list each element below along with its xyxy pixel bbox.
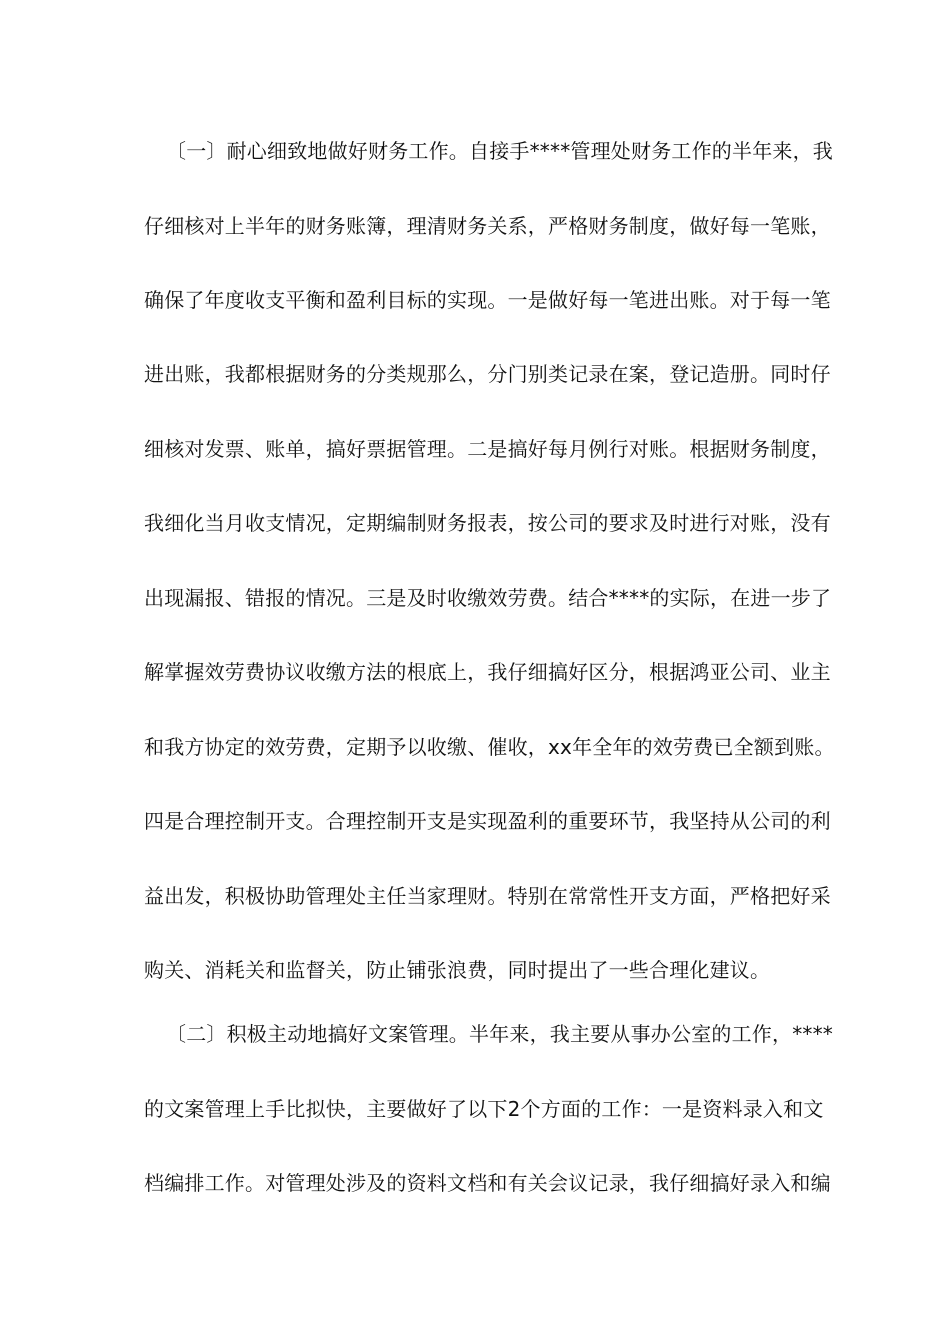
paragraph-line: 进出账，我都根据财务的分类规那么，分门别类记录在案，登记造册。同时仔 xyxy=(144,362,831,386)
paragraph-line: 确保了年度收支平衡和盈利目标的实现。一是做好每一笔进出账。对于每一笔 xyxy=(144,288,831,312)
paragraph-line: 仔细核对上半年的财务账簿，理清财务关系，严格财务制度，做好每一笔账， xyxy=(144,214,831,238)
paragraph-line: 〔一〕耐心细致地做好财务工作。自接手****管理处财务工作的半年来，我 xyxy=(166,139,833,163)
paragraph-line: 我细化当月收支情况，定期编制财务报表，按公司的要求及时进行对账，没有 xyxy=(144,511,831,535)
paragraph-line: 购关、消耗关和监督关，防止铺张浪费，同时提出了一些合理化建议。 xyxy=(144,958,771,982)
paragraph-line: 档编排工作。对管理处涉及的资料文档和有关会议记录，我仔细搞好录入和编 xyxy=(144,1171,831,1195)
paragraph-line: 益出发，积极协助管理处主任当家理财。特别在常常性开支方面，严格把好采 xyxy=(144,884,831,908)
paragraph-line: 出现漏报、错报的情况。三是及时收缴效劳费。结合****的实际，在进一步了 xyxy=(144,586,832,610)
paragraph-line: 细核对发票、账单，搞好票据管理。二是搞好每月例行对账。根据财务制度， xyxy=(144,437,831,461)
paragraph-line: 〔二〕积极主动地搞好文案管理。半年来，我主要从事办公室的工作，**** xyxy=(166,1022,833,1046)
paragraph-line: 解掌握效劳费协议收缴方法的根底上，我仔细搞好区分，根据鸿亚公司、业主 xyxy=(144,660,831,684)
paragraph-line: 的文案管理上手比拟快，主要做好了以下2个方面的工作：一是资料录入和文 xyxy=(144,1097,824,1121)
paragraph-line: 四是合理控制开支。合理控制开支是实现盈利的重要环节，我坚持从公司的利 xyxy=(144,809,831,833)
paragraph-line: 和我方协定的效劳费，定期予以收缴、催收，xx年全年的效劳费已全额到账。 xyxy=(144,735,835,759)
